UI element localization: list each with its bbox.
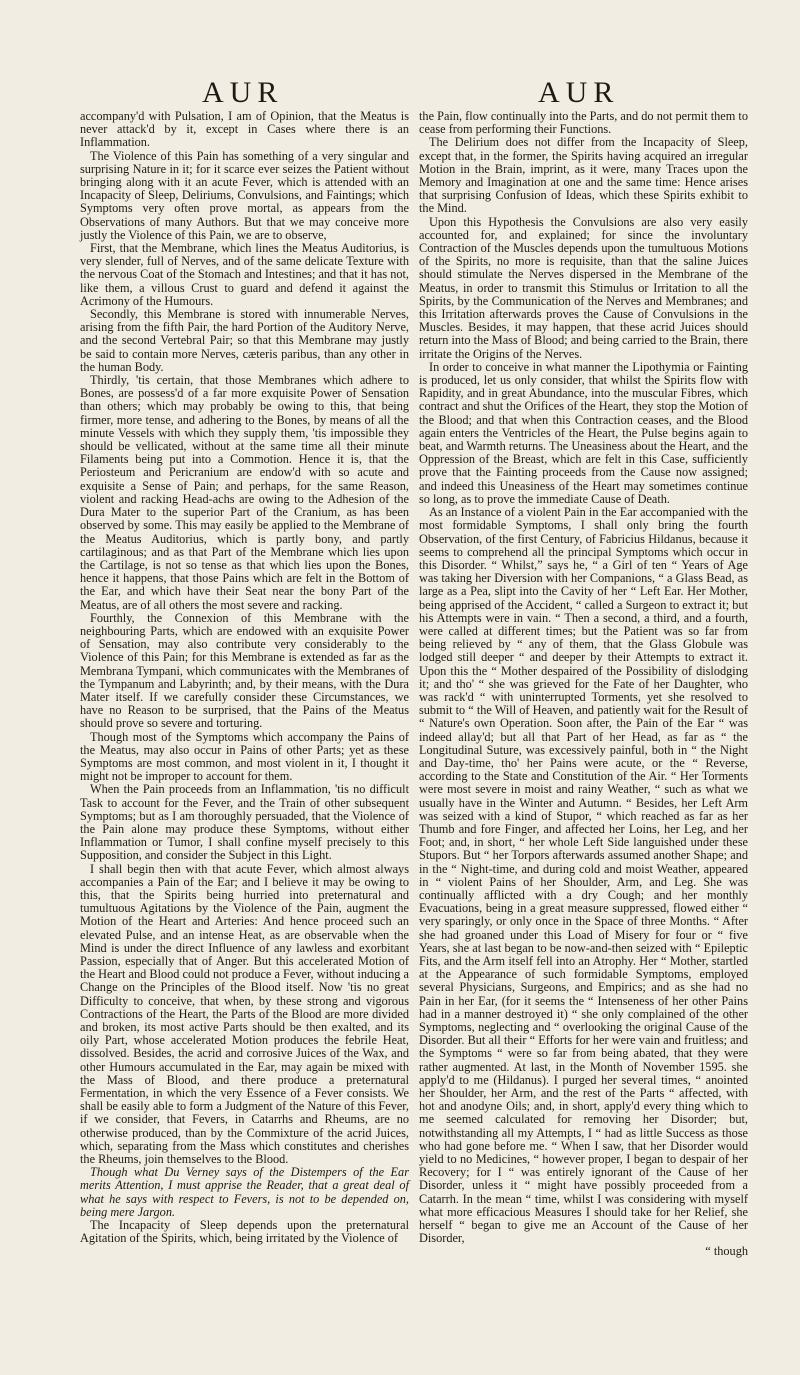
italic-note: Though what Du Verney says of the Distempers of the Ear merits Attention, I must apprise the Reader, that a great deal of what he says with respect to Fevers, is not to be depended on, being mere Jargon. — [80, 1165, 409, 1219]
running-head-right: AUR — [538, 76, 620, 109]
running-head-left: AUR — [202, 76, 284, 109]
paragraph: The Violence of this Pain has something of a very singular and surprising Nature in it; for it scarce ever seizes the Patient without bringing along with it an acute Fever, which is attended with an Incapacity of Sleep, Deliriums, Convulsions, and Faintings; which Symptoms very often prove mortal, as appears from the Observations of many Authors. But that we may conceive more justly the Violence of this Pain, we are to observe, — [80, 148, 409, 242]
paragraph: Fourthly, the Connexion of this Membrane with the neighbouring Parts, which are endowed with an exquisite Power of Sensation, may also contribute very considerably to the Violence of this Pain; for this Membrane is extended as far as the Membrana Tympani, which communicates with the Membranes of the Tympanum and Labyrinth; and, by their means, with the Dura Mater itself. If we carefully consider these Circumstances, we have no Reason to be surprised, that the Pains of the Meatus should prove so severe and torturing. — [80, 610, 409, 731]
paragraph: Secondly, this Membrane is stored with innumerable Nerves, arising from the fifth Pair, the hard Portion of the Auditory Nerve, and the second Vertebral Pair; so that this Membrane may justly be said to contain more Nerves, cæteris paribus, than any other in the human Body. — [80, 307, 409, 374]
paragraph: The Delirium does not differ from the Incapacity of Sleep, except that, in the former, the Spirits having acquired an irregular Motion in the Brain, imprint, as it were, many Traces upon the Memory and Imagination at one and the same time: Hence arises that surprising Confusion of Ideas, which these Spirits exhibit to the Mind. — [419, 135, 748, 216]
paragraph: Upon this Hypothesis the Convulsions are also very easily accounted for, and explained; for since the involuntary Contraction of the Muscles depends upon the tumultuous Motions of the Spirits, no more is requisite, than that the saline Juices should stimulate the Nerves dispersed in the Membrane of the Meatus, in order to transmit this Stimulus or Irritation to all the Spirits, by the Communication of the Nerves and Membranes; and this Irritation afterwards proves the Cause of Convulsions in the Muscles. Besides, it may happen, that these acrid Juices should return into the Mass of Blood; and being carried to the Brain, there irritate the Origins of the Nerves. — [419, 214, 748, 361]
catchword: “ though — [705, 1244, 748, 1259]
paragraph: Though most of the Symptoms which accompany the Pains of the Meatus, may also occur in Pains of other Parts; yet as these Symptoms are most common, and most violent in it, I thought it might not be improper to account for them. — [80, 729, 409, 784]
paragraph: First, that the Membrane, which lines the Meatus Auditorius, is very slender, full of Nerves, and of the same delicate Texture with the nervous Coat of the Stomach and Intestines; and that it has not, like them, a villous Crust to guard and defend it against the Acrimony of the Humours. — [80, 241, 409, 308]
paragraph: The Incapacity of Sleep depends upon the preternatural Agitation of the Spirits, which, being irritated by the Violence of — [80, 1218, 409, 1246]
paragraph: the Pain, flow continually into the Parts, and do not permit them to cease from performing their Functions. — [419, 109, 748, 137]
paragraph: accompany'd with Pulsation, I am of Opinion, that the Meatus is never attack'd by it, except in Cases where there is an Inflammation. — [80, 109, 409, 150]
paragraph: I shall begin then with that acute Fever, which almost always accompanies a Pain of the Ear; and I believe it may be owing to this, that the Spirits being hurried into preternatural and tumultuous Agitations by the Violence of the Pain, augment the Motion of the Heart and Arteries: And hence proceed such an elevated Pulse, and an intense Heat, as are observable when the Mind is under the direct Influence of any lawless and exorbitant Passion, especially that of Anger. But this accelerated Motion of the Heart and Blood could not produce a Fever, without inducing a Change on the Principles of the Blood itself. Now 'tis no great Difficulty to conceive, that when, by these strong and vigorous Contractions of the Heart, the Parts of the Blood are more divided and broken, its most active Parts should be then exalted, and its oily Part, whose accelerated Motion produces the febrile Heat, dissolved. Besides, the acrid and corrosive Juices of the Wax, and other Humours accumulated in the Ear, may again be mixed with the Mass of Blood, and there produce a preternatural Fermentation, in which the very Essence of a Fever consists. We shall be easily able to form a Judgment of the Nature of this Fever, if we consider, that Fevers, in Catarrhs and Rheums, are no otherwise produced, than by the Commixture of the acrid Juices, which, separating from the Mass which constitutes and cherishes the Rheums, join themselves to the Blood. — [80, 861, 409, 1167]
paragraph: Thirdly, 'tis certain, that those Membranes which adhere to Bones, are possess'd of a far more exquisite Power of Sensation than others; which may probably be owing to this, that being firmer, more tense, and adhering to the Bones, by means of all the minute Vessels with which they supply them, 'tis impossible they should be vellicated, without at the same time all their minute Filaments being put into a Commotion. Hence it is, that the Periosteum and Pericranium are endow'd with so acute and exquisite a Sense of Pain; and perhaps, for the same Reason, violent and racking Head-achs are owing to the Adhesion of the Dura Mater to the superior Part of the Cranium, as has been observed by some. This may easily be applied to the Membrane of the Meatus Auditorius, which is partly bony, and partly cartilaginous; and as that Part of the Membrane which lies upon the Cartilage, is not so tense as that which lies upon the Bones, hence it happens, that those Pains which are felt in the Bottom of the Ear, and which have their Seat near the bony Part of the Meatus, are of all others the most severe and racking. — [80, 373, 409, 612]
left-column — [80, 110, 409, 1245]
paragraph: When the Pain proceeds from an Inflammation, 'tis no difficult Task to account for the Fever, and the Train of other subsequent Symptoms; but as I am thoroughly persuaded, that the Violence of the Pain alone may produce these Symptoms, without either Inflammation or Tumor, I shall confine myself precisely to this Supposition, and consider the Subject in this Light. — [80, 782, 409, 863]
paragraph: In order to conceive in what manner the Lipothymia or Fainting is produced, let us only consider, that whilst the Spirits flow with Rapidity, and in great Abundance, into the muscular Fibres, which contract and shut the Orifices of the Heart, they stop the Motion of the Blood; and that when this Contraction ceases, and the Blood again enters the Ventricles of the Heart, the Pulse begins again to beat, and Warmth returns. The Uneasiness about the Heart, and the Oppression of the Breast, which are felt in this Case, sufficiently prove that the Fainting proceeds from the Cause now assigned; and indeed this Uneasiness of the Heart may sometimes continue so long, as to prove the immediate Cause of Death. — [419, 359, 748, 506]
paragraph: As an Instance of a violent Pain in the Ear accompanied with the most formidable Symptoms, I shall only bring the fourth Observation, of the first Century, of Fabricius Hildanus, because it seems to comprehend all the principal Symptoms which occur in this Disorder. “ Whilst,” says he, “ a Girl of ten “ Years of Age was taking her Diversion with her Companions, “ a Glass Bead, as large as a Pea, slipt into the Cavity of her “ Left Ear. Her Mother, being apprised of the Accident, “ called a Surgeon to extract it; but his Attempts were in vain. “ Then a second, a third, and a fourth, were called at different times; but the Patient was so far from being relieved by “ any of them, that the Glass Globule was lodged still deeper “ and deeper by their Attempts to extract it. Upon this the “ Mother despaired of the Possibility of dislodging it; and tho' “ she was grieved for the Fate of her Daughter, who was rack'd “ with uninterrupted Torments, yet she resolved to submit to “ the Will of Heaven, and patiently wait for the Result of “ Nature's own Operation. Soon after, the Pain of the Ear “ was indeed allay'd; but all that Part of her Head, as far as “ the Longitudinal Suture, was excessively painful, both in “ the Night and Day-time, tho' her Pains were acute, or the “ Reverse, according to the State and Constitution of the Air. “ Her Torments were most severe in moist and rainy Weather, “ such as what we usually have in the Winter and Autumn. “ Besides, her Left Arm was seized with a kind of Stupor, “ which reached as far as her Thumb and fore Finger, and affected her Loins, her Leg, and her Foot; and, in short, “ her whole Left Side languished under these Stupors. But “ her Torpors afterwards assumed another Shape; and in the “ Night-time, and during cold and moist Weather, appeared in “ violent Pains of her Shoulder, Arm, and Leg. She was continually afflicted with a dry Cough; and her monthly Evacuations, being in a great measure suppressed, flowed either “ very sparingly, or only once in the Space of three Months. “ After she had groaned under this Load of Misery for four or “ five Years, she at last began to be now-and-then seized with “ Epileptic Fits, and the Arm itself fell into an Atrophy. Her “ Mother, startled at the Appearance of such formidable Symptoms, employed several Physicians, Surgeons, and Empirics; and as she had no Pain in her Ear, (for it seems the “ Intenseness of her other Pains had in a manner destroyed it) “ she only complained of the other Symptoms, neglecting and “ overlooking the original Cause of the Disorder. But all their “ Efforts for her were vain and fruitless; and the Symptoms “ were so far from being abated, that they were rather augmented. At last, in the Month of November 1595. she apply'd to me (Hildanus). I purged her several times, “ anointed her Shoulder, her Arm, and the rest of the Parts “ affected, with hot and anodyne Oils; and, in short, apply'd every thing which to me seemed calculated for removing her Disorder; but, notwithstanding all my Attempts, I “ had as little Success as those who had gone before me. “ When I saw, that her Disorder would yield to no Medicines, “ however proper, I began to despair of her Recovery; for I “ was entirely ignorant of the Cause of her Disorder, unless it “ might have possibly proceeded from a Catarrh. In the mean “ time, whilst I was considering with myself what more efficacious Measures I should take for her Relief, she herself “ began to give me an Account of the Cause of her Disorder, — [419, 505, 748, 1246]
right-column — [419, 110, 748, 1259]
